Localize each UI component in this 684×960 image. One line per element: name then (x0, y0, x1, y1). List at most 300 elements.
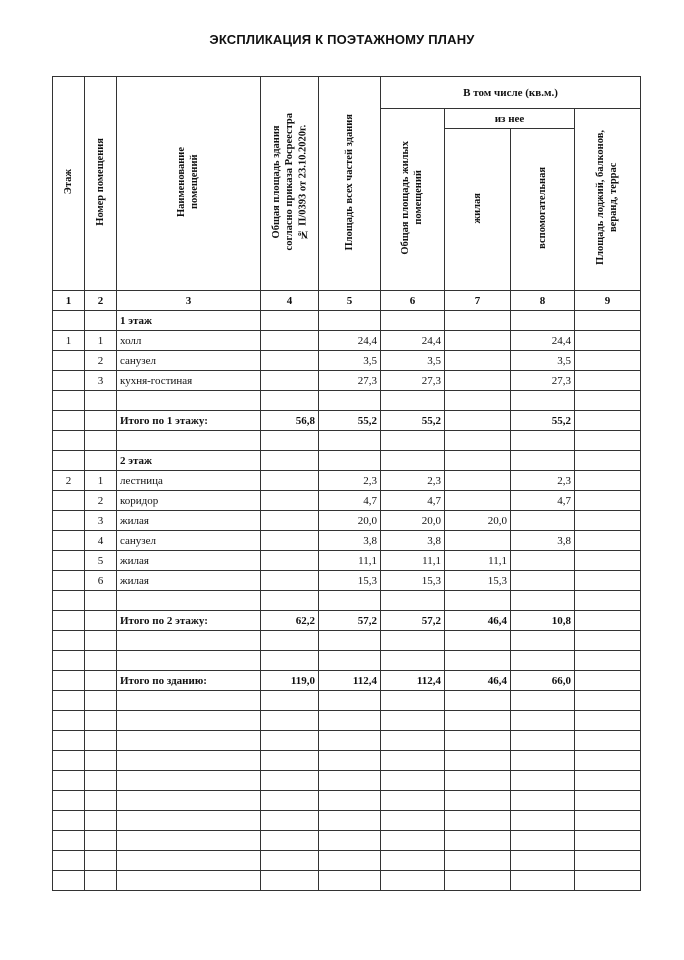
cell-c3: 1 этаж (117, 311, 261, 331)
cell-c4 (261, 691, 319, 711)
empty-row (53, 831, 641, 851)
cell-c2 (85, 871, 117, 891)
cell-c2 (85, 651, 117, 671)
cell-c2 (85, 811, 117, 831)
cell-c8 (511, 511, 575, 531)
cell-c3 (117, 871, 261, 891)
empty-row (53, 871, 641, 891)
cell-c6: 57,2 (381, 611, 445, 631)
cell-c4 (261, 371, 319, 391)
cell-c3 (117, 751, 261, 771)
cell-c7 (445, 311, 511, 331)
cell-c3: холл (117, 331, 261, 351)
empty-row (53, 691, 641, 711)
cell-c6 (381, 791, 445, 811)
cell-c9 (575, 771, 641, 791)
cell-c3: кухня-гостиная (117, 371, 261, 391)
cell-c7 (445, 351, 511, 371)
cell-c3 (117, 631, 261, 651)
column-number: 9 (575, 291, 641, 311)
cell-c2 (85, 451, 117, 471)
header-all-parts-area: Площадь всех частей здания (319, 77, 381, 291)
cell-c3 (117, 831, 261, 851)
cell-c9 (575, 371, 641, 391)
header-total-building-area: Общая площадь здания согласно приказа Росреестра № П/0393 от 23.10.2020г. (261, 77, 319, 291)
cell-c9 (575, 811, 641, 831)
cell-c4 (261, 331, 319, 351)
cell-c5 (319, 731, 381, 751)
cell-c3: 2 этаж (117, 451, 261, 471)
cell-c6 (381, 431, 445, 451)
cell-c9 (575, 711, 641, 731)
total-row (53, 411, 641, 431)
cell-c2 (85, 711, 117, 731)
cell-c8: 3,5 (511, 351, 575, 371)
cell-c9 (575, 531, 641, 551)
cell-c7 (445, 591, 511, 611)
cell-c7: 15,3 (445, 571, 511, 591)
cell-c7 (445, 711, 511, 731)
floor-section-row (53, 451, 641, 471)
cell-c6 (381, 311, 445, 331)
cell-c7 (445, 691, 511, 711)
cell-c2: 6 (85, 571, 117, 591)
cell-c7 (445, 451, 511, 471)
cell-c4 (261, 531, 319, 551)
cell-c8 (511, 831, 575, 851)
cell-c8 (511, 651, 575, 671)
cell-c2: 4 (85, 531, 117, 551)
cell-c7 (445, 631, 511, 651)
cell-c2 (85, 731, 117, 751)
cell-c6: 11,1 (381, 551, 445, 571)
cell-c8: 27,3 (511, 371, 575, 391)
cell-c5: 57,2 (319, 611, 381, 631)
cell-c9 (575, 411, 641, 431)
explication-table (52, 76, 641, 891)
header-auxiliary: вспомогательная (511, 129, 575, 291)
cell-c2 (85, 311, 117, 331)
cell-c8 (511, 451, 575, 471)
cell-c2 (85, 611, 117, 631)
cell-c5: 112,4 (319, 671, 381, 691)
cell-c6: 27,3 (381, 371, 445, 391)
cell-c2 (85, 691, 117, 711)
cell-c8 (511, 431, 575, 451)
cell-c7 (445, 831, 511, 851)
cell-c1 (53, 451, 85, 471)
cell-c6 (381, 811, 445, 831)
cell-c7: 46,4 (445, 611, 511, 631)
cell-c5 (319, 431, 381, 451)
cell-c1 (53, 491, 85, 511)
cell-c2 (85, 791, 117, 811)
cell-c5 (319, 691, 381, 711)
cell-c8: 4,7 (511, 491, 575, 511)
cell-c2: 1 (85, 331, 117, 351)
cell-c3 (117, 391, 261, 411)
cell-c1 (53, 831, 85, 851)
cell-c5: 20,0 (319, 511, 381, 531)
floor-section-row (53, 311, 641, 331)
cell-c6: 24,4 (381, 331, 445, 351)
cell-c3 (117, 851, 261, 871)
cell-c9 (575, 651, 641, 671)
cell-c4 (261, 311, 319, 331)
table-row (53, 491, 641, 511)
cell-c8 (511, 731, 575, 751)
cell-c4 (261, 511, 319, 531)
cell-c5 (319, 711, 381, 731)
cell-c9 (575, 551, 641, 571)
cell-c3: санузел (117, 351, 261, 371)
cell-c5: 55,2 (319, 411, 381, 431)
cell-c3: жилая (117, 511, 261, 531)
cell-c5 (319, 771, 381, 791)
cell-c5 (319, 871, 381, 891)
empty-row (53, 631, 641, 651)
cell-c6: 3,8 (381, 531, 445, 551)
cell-c5 (319, 851, 381, 871)
cell-c3: Итого по зданию: (117, 671, 261, 691)
column-number: 3 (117, 291, 261, 311)
cell-c2 (85, 831, 117, 851)
cell-c9 (575, 391, 641, 411)
table-row (53, 351, 641, 371)
cell-c6: 20,0 (381, 511, 445, 531)
cell-c5 (319, 811, 381, 831)
cell-c8 (511, 711, 575, 731)
table-row (53, 531, 641, 551)
cell-c7 (445, 651, 511, 671)
cell-c1 (53, 731, 85, 751)
cell-c8 (511, 811, 575, 831)
cell-c9 (575, 311, 641, 331)
cell-c6 (381, 871, 445, 891)
cell-c4 (261, 351, 319, 371)
cell-c8 (511, 871, 575, 891)
cell-c8: 10,8 (511, 611, 575, 631)
cell-c1 (53, 791, 85, 811)
cell-c2: 2 (85, 491, 117, 511)
cell-c3 (117, 771, 261, 791)
cell-c1 (53, 811, 85, 831)
cell-c6 (381, 831, 445, 851)
cell-c3: Итого по 2 этажу: (117, 611, 261, 631)
cell-c9 (575, 431, 641, 451)
table-row (53, 371, 641, 391)
cell-c4 (261, 731, 319, 751)
empty-row (53, 791, 641, 811)
cell-c1 (53, 511, 85, 531)
empty-row (53, 731, 641, 751)
cell-c5 (319, 391, 381, 411)
cell-c7: 20,0 (445, 511, 511, 531)
cell-c7 (445, 431, 511, 451)
cell-c1 (53, 771, 85, 791)
cell-c4 (261, 791, 319, 811)
cell-c9 (575, 471, 641, 491)
cell-c2 (85, 591, 117, 611)
cell-c8: 24,4 (511, 331, 575, 351)
cell-c8 (511, 691, 575, 711)
cell-c3: Итого по 1 этажу: (117, 411, 261, 431)
header-loggia-area: Площадь лоджий, балконов, веранд, террас (575, 109, 641, 291)
cell-c2: 5 (85, 551, 117, 571)
cell-c1 (53, 431, 85, 451)
cell-c2: 3 (85, 511, 117, 531)
column-number: 6 (381, 291, 445, 311)
cell-c2: 2 (85, 351, 117, 371)
cell-c8 (511, 771, 575, 791)
cell-c6 (381, 731, 445, 751)
cell-c9 (575, 351, 641, 371)
cell-c8 (511, 751, 575, 771)
cell-c1 (53, 671, 85, 691)
cell-c9 (575, 751, 641, 771)
cell-c9 (575, 791, 641, 811)
cell-c1 (53, 531, 85, 551)
cell-c6: 112,4 (381, 671, 445, 691)
cell-c7 (445, 331, 511, 351)
cell-c3: жилая (117, 551, 261, 571)
cell-c1 (53, 551, 85, 571)
cell-c3: жилая (117, 571, 261, 591)
cell-c4 (261, 471, 319, 491)
cell-c7 (445, 391, 511, 411)
cell-c3 (117, 811, 261, 831)
empty-row (53, 651, 641, 671)
cell-c2 (85, 851, 117, 871)
total-row (53, 671, 641, 691)
column-number: 8 (511, 291, 575, 311)
empty-row (53, 851, 641, 871)
header-floor: Этаж (53, 77, 85, 291)
header-living-total-area: Общая площадь жилых помещений (381, 109, 445, 291)
cell-c6: 4,7 (381, 491, 445, 511)
cell-c6: 3,5 (381, 351, 445, 371)
header-room-number: Номер помещения (85, 77, 117, 291)
cell-c1 (53, 711, 85, 731)
cell-c3 (117, 651, 261, 671)
cell-c6 (381, 771, 445, 791)
cell-c8 (511, 591, 575, 611)
total-row (53, 611, 641, 631)
cell-c1 (53, 391, 85, 411)
cell-c4 (261, 851, 319, 871)
cell-c2 (85, 391, 117, 411)
cell-c6 (381, 751, 445, 771)
cell-c1 (53, 351, 85, 371)
cell-c5: 15,3 (319, 571, 381, 591)
cell-c4 (261, 651, 319, 671)
cell-c6 (381, 591, 445, 611)
cell-c7 (445, 731, 511, 751)
cell-c9 (575, 571, 641, 591)
cell-c1 (53, 611, 85, 631)
cell-c3 (117, 711, 261, 731)
cell-c2 (85, 671, 117, 691)
cell-c2: 3 (85, 371, 117, 391)
cell-c8: 2,3 (511, 471, 575, 491)
cell-c4 (261, 871, 319, 891)
cell-c3: коридор (117, 491, 261, 511)
cell-c3 (117, 691, 261, 711)
cell-c1 (53, 871, 85, 891)
cell-c1 (53, 371, 85, 391)
cell-c1: 2 (53, 471, 85, 491)
cell-c7 (445, 851, 511, 871)
cell-c9 (575, 331, 641, 351)
column-number: 4 (261, 291, 319, 311)
cell-c4 (261, 711, 319, 731)
cell-c4 (261, 451, 319, 471)
cell-c5 (319, 631, 381, 651)
cell-c4: 119,0 (261, 671, 319, 691)
cell-c8 (511, 791, 575, 811)
cell-c5: 2,3 (319, 471, 381, 491)
cell-c4 (261, 591, 319, 611)
cell-c7 (445, 811, 511, 831)
cell-c8: 3,8 (511, 531, 575, 551)
header-of-which: из нее (445, 109, 575, 129)
column-number: 2 (85, 291, 117, 311)
cell-c6 (381, 711, 445, 731)
cell-c6: 55,2 (381, 411, 445, 431)
cell-c1 (53, 851, 85, 871)
cell-c7 (445, 491, 511, 511)
cell-c5: 3,8 (319, 531, 381, 551)
cell-c5: 24,4 (319, 331, 381, 351)
cell-c4 (261, 771, 319, 791)
cell-c1 (53, 651, 85, 671)
cell-c8 (511, 631, 575, 651)
cell-c7 (445, 771, 511, 791)
cell-c6 (381, 851, 445, 871)
cell-c5 (319, 451, 381, 471)
cell-c4 (261, 631, 319, 651)
column-number: 7 (445, 291, 511, 311)
cell-c3 (117, 591, 261, 611)
cell-c8 (511, 571, 575, 591)
cell-c1 (53, 691, 85, 711)
cell-c8 (511, 391, 575, 411)
cell-c7 (445, 791, 511, 811)
cell-c7 (445, 531, 511, 551)
empty-row (53, 811, 641, 831)
cell-c3: лестница (117, 471, 261, 491)
cell-c5 (319, 591, 381, 611)
cell-c2 (85, 411, 117, 431)
cell-c4 (261, 751, 319, 771)
page-title: ЭКСПЛИКАЦИЯ К ПОЭТАЖНОМУ ПЛАНУ (209, 32, 475, 47)
cell-c9 (575, 491, 641, 511)
cell-c4: 62,2 (261, 611, 319, 631)
column-number-row (53, 291, 641, 311)
cell-c2 (85, 631, 117, 651)
cell-c9 (575, 831, 641, 851)
cell-c9 (575, 851, 641, 871)
empty-row (53, 771, 641, 791)
cell-c9 (575, 691, 641, 711)
cell-c1 (53, 311, 85, 331)
cell-c1 (53, 411, 85, 431)
cell-c8: 66,0 (511, 671, 575, 691)
cell-c9 (575, 451, 641, 471)
cell-c9 (575, 871, 641, 891)
cell-c3 (117, 431, 261, 451)
cell-c2 (85, 771, 117, 791)
cell-c7 (445, 871, 511, 891)
cell-c5 (319, 751, 381, 771)
cell-c8 (511, 551, 575, 571)
cell-c1: 1 (53, 331, 85, 351)
cell-c7 (445, 411, 511, 431)
cell-c7: 11,1 (445, 551, 511, 571)
empty-row (53, 431, 641, 451)
cell-c5 (319, 311, 381, 331)
cell-c4 (261, 551, 319, 571)
cell-c7: 46,4 (445, 671, 511, 691)
cell-c1 (53, 631, 85, 651)
cell-c8: 55,2 (511, 411, 575, 431)
empty-row (53, 711, 641, 731)
cell-c4 (261, 431, 319, 451)
cell-c9 (575, 731, 641, 751)
cell-c6 (381, 691, 445, 711)
cell-c5: 27,3 (319, 371, 381, 391)
column-number: 1 (53, 291, 85, 311)
empty-row (53, 391, 641, 411)
cell-c9 (575, 611, 641, 631)
cell-c3: санузел (117, 531, 261, 551)
cell-c6 (381, 651, 445, 671)
cell-c4 (261, 491, 319, 511)
cell-c2 (85, 431, 117, 451)
cell-c7 (445, 751, 511, 771)
cell-c1 (53, 751, 85, 771)
table-row (53, 471, 641, 491)
cell-c9 (575, 511, 641, 531)
cell-c5 (319, 651, 381, 671)
cell-c8 (511, 311, 575, 331)
cell-c3 (117, 791, 261, 811)
cell-c3 (117, 731, 261, 751)
cell-c9 (575, 591, 641, 611)
cell-c4 (261, 831, 319, 851)
cell-c4: 56,8 (261, 411, 319, 431)
cell-c4 (261, 391, 319, 411)
empty-row (53, 591, 641, 611)
table-row (53, 511, 641, 531)
header-including: В том числе (кв.м.) (381, 77, 641, 109)
cell-c5 (319, 831, 381, 851)
cell-c9 (575, 631, 641, 651)
cell-c7 (445, 471, 511, 491)
cell-c1 (53, 571, 85, 591)
cell-c6: 2,3 (381, 471, 445, 491)
cell-c4 (261, 811, 319, 831)
table-row (53, 331, 641, 351)
header-living: жилая (445, 129, 511, 291)
cell-c5: 11,1 (319, 551, 381, 571)
cell-c5: 3,5 (319, 351, 381, 371)
cell-c4 (261, 571, 319, 591)
cell-c6 (381, 631, 445, 651)
cell-c2 (85, 751, 117, 771)
table-row (53, 571, 641, 591)
empty-row (53, 751, 641, 771)
